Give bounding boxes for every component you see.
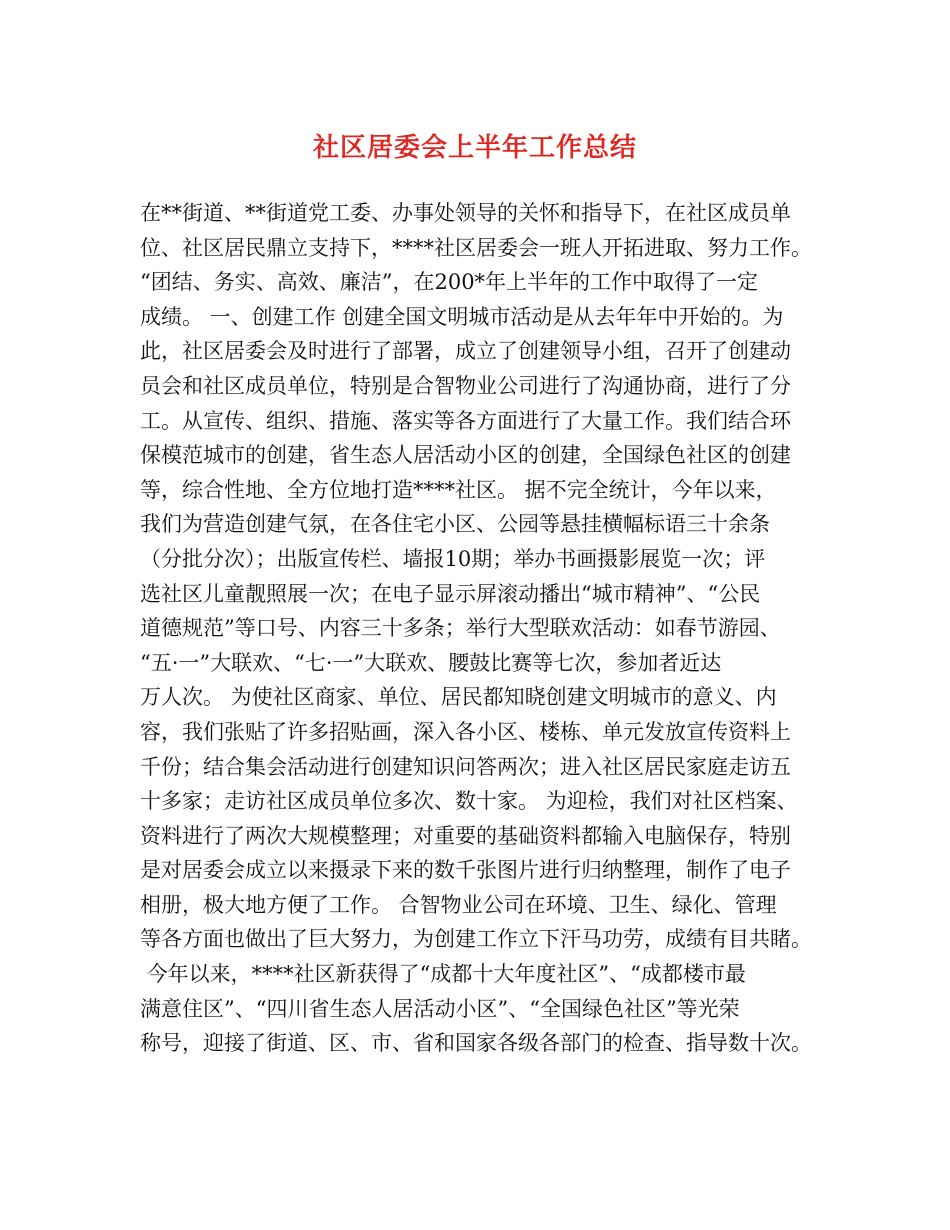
body-line: 千份；结合集会活动进行创建知识问答两次；进入社区居民家庭走访五 — [140, 754, 791, 779]
body-line: 资料进行了两次大规模整理；对重要的基础资料都输入电脑保存，特别 — [140, 823, 791, 848]
body-line: 选社区儿童靓照展一次；在电子显示屏滚动播出“城市精神”、“公民 — [140, 581, 761, 606]
body-line: （分批分次）；出版宣传栏、墙报10期；举办书画摄影展览一次；评 — [140, 546, 766, 571]
body-line: 等各方面也做出了巨大努力，为创建工作立下汗马功劳，成绩有目共睹。 — [140, 927, 812, 952]
body-line: 员会和社区成员单位，特别是合智物业公司进行了沟通协商，进行了分 — [140, 373, 791, 398]
body-line: 容，我们张贴了许多招贴画，深入各小区、楼栋、单元发放宣传资料上 — [140, 719, 791, 744]
document-body — [140, 196, 840, 1061]
body-line: 相册，极大地方便了工作。 合智物业公司在环境、卫生、绿化、管理 — [140, 892, 777, 917]
body-line: 今年以来，****社区新获得了“成都十大年度社区”、“成都楼市最 — [140, 962, 746, 987]
body-line: 十多家；走访社区成员单位多次、数十家。 为迎检，我们对社区档案、 — [140, 789, 798, 814]
body-line: 万人次。 为使社区商家、单位、居民都知晓创建文明城市的意义、内 — [140, 685, 777, 710]
body-line: 是对居委会成立以来摄录下来的数千张图片进行归纳整理，制作了电子 — [140, 858, 791, 883]
body-line: 我们为营造创建气氛，在各住宅小区、公园等悬挂横幅标语三十余条 — [140, 512, 770, 537]
body-line: 成绩。 一、创建工作 创建全国文明城市活动是从去年年中开始的。为 — [140, 304, 784, 329]
body-line: 保模范城市的创建，省生态人居活动小区的创建，全国绿色社区的创建 — [140, 443, 791, 468]
body-line: 此，社区居委会及时进行了部署，成立了创建领导小组，召开了创建动 — [140, 339, 791, 364]
body-line: 位、社区居民鼎立支持下，****社区居委会一班人开拓进取、努力工作。 — [140, 235, 812, 260]
body-line: 在**街道、**街道党工委、办事处领导的关怀和指导下，在社区成员单 — [140, 201, 791, 225]
document-title: 社区居委会上半年工作总结 — [312, 133, 637, 163]
body-line: 等，综合性地、全方位地打造****社区。 据不完全统计，今年以来， — [140, 477, 777, 502]
body-line: 工。从宣传、组织、措施、落实等各方面进行了大量工作。我们结合环 — [140, 408, 791, 433]
body-line: 称号，迎接了街道、区、市、省和国家各级各部门的检查、指导数十次。 — [140, 1031, 812, 1056]
body-line: “团结、务实、高效、廉洁”，在200*年上半年的工作中取得了一定 — [140, 270, 759, 295]
body-line: 满意住区”、“四川省生态人居活动小区”、“全国绿色社区”等光荣 — [140, 996, 740, 1021]
body-line: 道德规范”等口号、内容三十多条；举行大型联欢活动：如春节游园、 — [140, 616, 781, 641]
body-line: “五·一”大联欢、“七·一”大联欢、腰鼓比赛等七次，参加者近达 — [140, 650, 722, 675]
